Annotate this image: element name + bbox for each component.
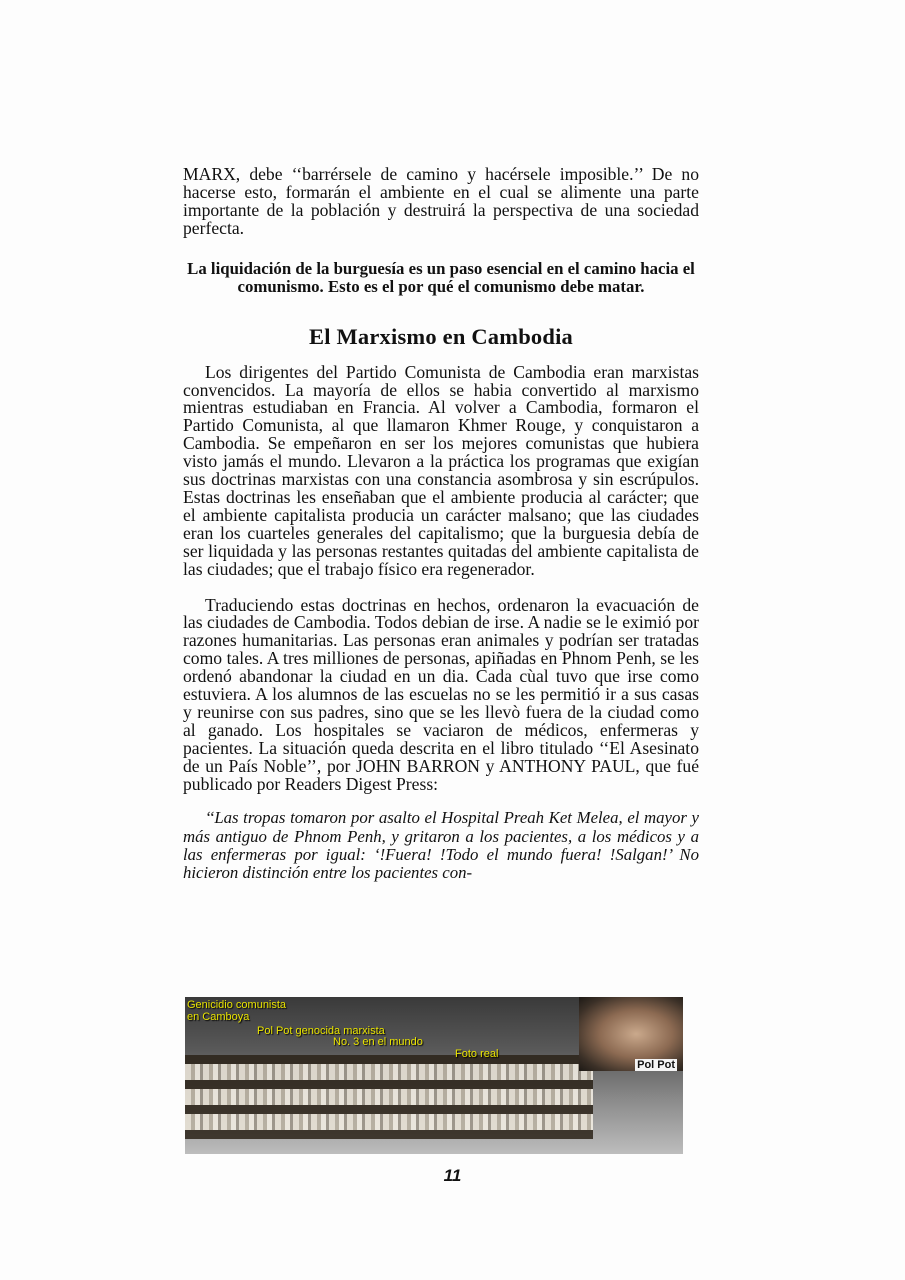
photo-caption-1: Genicidio comunista [187,999,287,1011]
highlight-statement: La liquidación de la burguesía es un paso esencial en el camino hacia el comunismo. Esto es el por qué el comunismo debe matar. [187,258,695,296]
shelf-beam [185,1055,593,1064]
bone-row [185,1089,593,1105]
paragraph-marx: MARX, debe ‘‘barrérsele de camino y hacérsele imposible.’’ De no hacerse esto, formarán el ambiente en el cual se alimente una parte importante de la población y destruirá la perspectiva de una sociedad perfecta. [183,164,699,238]
text-column [183,166,699,882]
photo-caption-5: Foto real [455,1048,499,1060]
photo-caption-4: No. 3 en el mundo [333,1036,423,1048]
genocide-photo [185,997,683,1154]
bone-row [185,1064,593,1080]
paragraph-evacuation: Traduciendo estas doctrinas en hechos, ordenaron la evacuación de las ciudades de Cambodia. Todos debian de irse. A nadie se le eximió por razones humanitarias. Las personas eran animales y podrían ser tratadas como tales. A tres milliones de personas, apiñadas en Phnom Penh, se les ordenó abandonar la ciudad en un dia. Cada cùal tuvo que irse como estuviera. A los alumnos de las escuelas no se les permitió ir a sus casas y reunirse con sus padres, sino que se les llevò fuera de la ciudad como al ganado. Los hospitales se vaciaron de médicos, enfermeras y pacientes. La situación queda descrita en el libro titulado ‘‘El Asesinato de un País Noble’’, por JOHN BARRON y ANTHONY PAUL, que fué publicado por Readers Digest Press: [183,594,699,794]
shelf-beam [185,1080,593,1089]
section-title: El Marxismo en Cambodia [309,323,573,349]
photo-caption-2: en Camboya [187,1011,250,1023]
portrait-caption: Pol Pot [637,1059,675,1071]
paragraph-spacer [183,579,699,597]
book-quote: ‘‘Las tropas tomaron por asalto el Hospital Preah Ket Melea, el mayor y más antiguo de Phnom Penh, y gritaron a los pacientes, a los médicos y a las enfermeras por igual: ‘!Fuera! !Todo el mundo fuera! !Salgan!’ No hicieron distinción entre los pacientes con- [183,808,699,883]
bone-row [185,1114,593,1130]
page-number: 11 [443,1166,462,1185]
paragraph-cambodia-leaders: Los dirigentes del Partido Comunista de Cambodia eran marxistas convencidos. La mayoría de ellos se habia convertido al marxismo mientras estudiaban en Francia. Al volver a Cambodia, formaron el Partido Comunista, al que llamaron Khmer Rouge, y conquistaron a Cambodia. Se empeñaron en ser los mejores comunistas que hubiera visto jamás el mundo. Llevaron a la práctica los programas que exigían sus doctrinas marxistas con una constancia asombrosa y sin escrúpulos. Estas doctrinas les enseñaban que el ambiente producia al carácter; que el ambiente capitalista producia un carácter malsano; que las ciudades eran los cuarteles generales del capitalismo; que la burguesia debía de ser liquidada y las personas restantes quitadas del ambiente capitalista de las ciudades; que el trabajo físico era regenerador. [183,361,699,579]
shelf-beam [185,1105,593,1114]
photo-caption-3: Pol Pot genocida marxista [257,1025,385,1037]
shelf-beam [185,1130,593,1139]
